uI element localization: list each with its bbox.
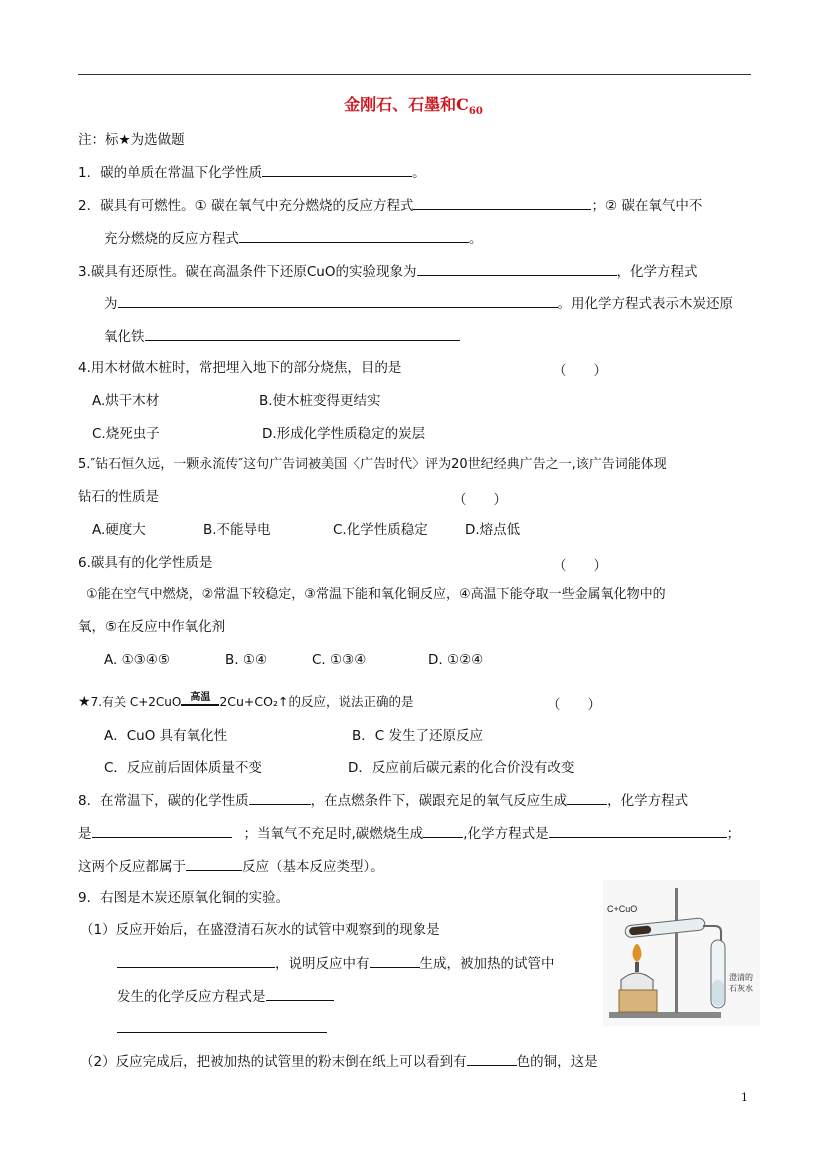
star-icon: ★	[78, 694, 91, 710]
question-6-line-1: ①能在空气中燃烧，②常温下较稳定，③常温下能和氧化铜反应，④高温下能夺取一些金属氧化物中的	[86, 587, 666, 602]
answer-blank[interactable]	[423, 824, 463, 838]
answer-blank[interactable]	[249, 791, 311, 805]
note: 注：标★为选做题	[78, 132, 185, 148]
question-5-line-1: 5.″钻石恒久远，一颗永流传″这句广告词被美国〈广告时代〉评为20世纪经典广告之一,该广告词能体现	[78, 457, 667, 472]
option-a: A.烘干木材	[92, 393, 160, 409]
answer-blank[interactable]	[118, 294, 558, 308]
option-a: A.硬度大	[92, 522, 146, 538]
header-rule	[78, 74, 751, 75]
option-c: C. ①③④	[312, 652, 367, 668]
question-3-line-1: 3.碳具有还原性。碳在高温条件下还原CuO的实验现象为 ，化学方程式	[78, 264, 698, 280]
page-number: 1	[741, 1091, 748, 1104]
question-8-line-2: 是 ；当氧气不充足时,碳燃烧生成 ,化学方程式是 ；	[78, 826, 741, 842]
reaction-condition: 高温	[181, 693, 219, 706]
option-b: B.不能导电	[203, 522, 271, 538]
answer-blank[interactable]	[467, 1052, 517, 1066]
question-2-line-1: 2．碳具有可燃性。① 碳在氧气中充分燃烧的反应方程式 ；② 碳在氧气中不	[78, 198, 703, 214]
page-title: 金刚石、石墨和$C_{60}$	[344, 95, 483, 118]
answer-blank[interactable]	[417, 262, 617, 276]
answer-blank[interactable]	[117, 954, 275, 968]
question-9-part-1: （1）反应开始后，在盛澄清石灰水的试管中观察到的现象是	[80, 922, 440, 938]
question-9-stem: 9．右图是木炭还原氧化铜的实验。	[78, 890, 290, 906]
option-b: B.使木桩变得更结实	[259, 393, 381, 409]
answer-blank[interactable]	[370, 954, 420, 968]
answer-blank[interactable]	[92, 824, 232, 838]
answer-blank[interactable]	[186, 857, 242, 871]
answer-blank[interactable]	[145, 327, 460, 341]
question-9-part-1-line-3: 发生的化学反应方程式是	[117, 987, 334, 1006]
option-a: A. ①③④⑤	[104, 652, 170, 668]
answer-blank[interactable]	[266, 987, 334, 1001]
figure-label-reactants: C+CuO	[607, 904, 638, 914]
question-5-line-2: 钻石的性质是	[78, 489, 159, 505]
question-9-part-1-line-2: ，说明反应中有 生成，被加热的试管中	[117, 954, 555, 973]
question-6-line-2: 氧，⑤在反应中作氧化剂	[78, 619, 226, 635]
question-8-line-3: 这两个反应都属于 反应（基本反应类型）。	[78, 859, 384, 875]
answer-blank[interactable]	[549, 824, 727, 838]
wooden-block	[619, 990, 657, 1012]
answer-paren[interactable]: （ ）	[453, 492, 507, 508]
question-7-stem: ★7.有关 C+2CuO 高温 2Cu+CO₂↑的反应，说法正确的是	[78, 692, 414, 710]
limewater	[712, 980, 724, 1006]
option-c: C.化学性质稳定	[333, 522, 428, 538]
option-b: B. ①④	[225, 652, 268, 668]
figure-label-limewater-2: 石灰水	[729, 984, 753, 993]
question-8-line-1: 8．在常温下，碳的化学性质 ，在点燃条件下，碳跟充足的氧气反应生成 ，化学方程式	[78, 793, 689, 809]
answer-blank[interactable]	[117, 1019, 327, 1033]
option-d: D. ①②④	[428, 652, 484, 668]
question-4-stem: 4.用木材做木桩时，常把埋入地下的部分烧焦，目的是	[78, 360, 402, 376]
question-9-part-2: （2）反应完成后，把被加热的试管里的粉末倒在纸上可以看到有 色的铜，这是	[80, 1054, 598, 1070]
option-d: D．反应前后碳元素的化合价没有改变	[348, 760, 575, 776]
stand-base	[609, 1012, 721, 1018]
figure-label-limewater-1: 澄清的	[729, 973, 753, 982]
option-d: D.形成化学性质稳定的炭层	[262, 426, 426, 442]
answer-paren[interactable]: （ ）	[553, 363, 607, 379]
option-b: B．C 发生了还原反应	[352, 728, 483, 744]
experiment-apparatus-figure	[603, 880, 760, 1026]
answer-paren[interactable]: （ ）	[547, 697, 601, 713]
answer-blank[interactable]	[262, 163, 412, 177]
question-9-part-1-line-4	[117, 1019, 327, 1038]
answer-blank[interactable]	[567, 791, 607, 805]
answer-paren[interactable]: （ ）	[553, 558, 607, 574]
option-a: A．CuO 具有氧化性	[104, 728, 228, 744]
option-c: C.烧死虫子	[92, 426, 160, 442]
stand-rod	[675, 888, 678, 1013]
question-3-line-3: 氧化铁	[104, 327, 460, 346]
question-6-stem: 6.碳具有的化学性质是	[78, 555, 213, 571]
question-1: 1．碳的单质在常温下化学性质 。	[78, 165, 426, 181]
question-2-line-2: 充分燃烧的反应方程式 。	[104, 231, 483, 247]
option-d: D.熔点低	[465, 522, 521, 538]
question-3-line-2: 为 。用化学方程式表示木炭还原	[104, 296, 733, 312]
answer-blank[interactable]	[413, 196, 591, 210]
answer-blank[interactable]	[239, 229, 469, 243]
option-c: C．反应前后固体质量不变	[104, 760, 262, 776]
